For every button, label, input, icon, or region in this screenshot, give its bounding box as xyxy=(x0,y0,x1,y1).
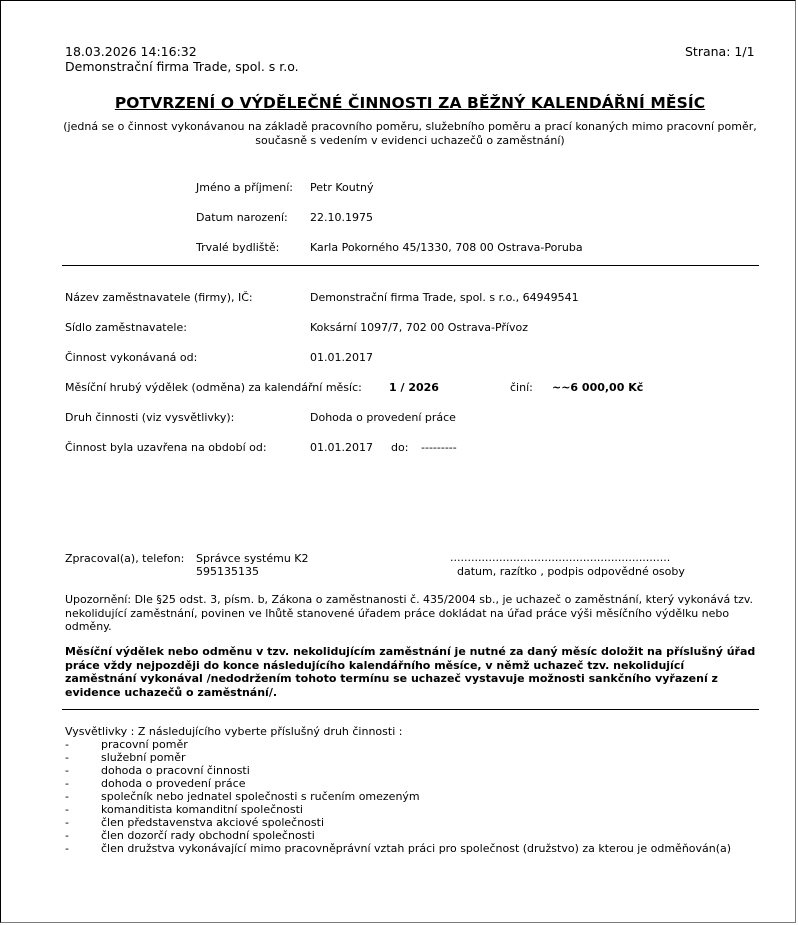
legend-item: - člen dozorčí rady obchodní společnosti xyxy=(65,829,315,842)
income-amount-label: činí: xyxy=(510,381,533,394)
income-amount: ~~6 000,00 Kč xyxy=(552,381,644,394)
document-subtitle: (jedná se o činnost vykonávanou na základě pracovního poměru, služebního poměru a prací konaných mimo pracovní poměr, současně s vedením v evidenci uchazečů o zaměstnání) xyxy=(63,120,757,147)
period-to: --------- xyxy=(421,441,457,454)
activity-from-value: 01.01.2017 xyxy=(310,351,373,364)
dob-label: Datum narození: xyxy=(196,211,288,224)
legend-item: - dohoda o provedení práce xyxy=(65,777,246,790)
processed-phone: 595135135 xyxy=(196,565,259,578)
employer-seat-value: Koksární 1097/7, 702 00 Ostrava-Přívoz xyxy=(310,321,528,334)
address-label: Trvalé bydliště: xyxy=(196,241,280,254)
page-number xyxy=(685,44,755,59)
employer-seat-label: Sídlo zaměstnavatele: xyxy=(65,321,187,334)
activity-from-label: Činnost vykonávaná od: xyxy=(65,351,198,364)
period-from: 01.01.2017 xyxy=(310,441,373,454)
legend-heading: Vysvětlivky : Z následujícího vyberte příslušný druh činnosti : xyxy=(65,725,403,738)
legend-item: - společník nebo jednatel společnosti s ručením omezeným xyxy=(65,790,420,803)
legend-item: - služební poměr xyxy=(65,751,186,764)
income-month: 1 / 2026 xyxy=(389,381,439,394)
print-datetime: 18.03.2026 14:16:32 xyxy=(65,44,197,59)
legend xyxy=(65,725,732,855)
employer-name-label: Název zaměstnavatele (firmy), IČ: xyxy=(65,291,253,304)
divider xyxy=(62,709,759,710)
warning-paragraph: Upozornění: Dle §25 odst. 3, písm. b, Zákona o zaměstnanosti č. 435/2004 sb., je uchazeč o zaměstnání, který vykonává tzv. nekolidující zaměstnání, povinen ve lhůtě stanovené úřadem práce dokládat na úřad práce výši měsíčního výdělku nebo odměny. xyxy=(65,593,753,633)
page-label: Strana: xyxy=(685,44,731,59)
legend-item: - pracovní poměr xyxy=(65,738,188,751)
name-label: Jméno a příjmení: xyxy=(196,181,293,194)
activity-type-label: Druh činnosti (viz vysvětlivky): xyxy=(65,411,235,424)
dob-value: 22.10.1975 xyxy=(310,211,373,224)
processed-label: Zpracoval(a), telefon: xyxy=(65,552,185,565)
legend-item: - člen představenstva akciové společnosti xyxy=(65,816,325,829)
processed-name: Správce systému K2 xyxy=(196,552,309,565)
income-label: Měsíční hrubý výdělek (odměna) za kalendářní měsíc: xyxy=(65,381,362,394)
period-label: Činnost byla uzavřena na období od: xyxy=(65,441,267,454)
address-value: Karla Pokorného 45/1330, 708 00 Ostrava-Poruba xyxy=(310,241,583,254)
activity-type-value: Dohoda o provedení práce xyxy=(310,411,456,424)
signature-line: ............................................................... xyxy=(450,551,671,564)
legend-item: - komanditista komanditní společnosti xyxy=(65,803,303,816)
period-to-label: do: xyxy=(391,441,409,454)
page-value: 1/1 xyxy=(734,44,755,59)
document-title: POTVRZENÍ O VÝDĚLEČNÉ ČINNOSTI ZA BĚŽNÝ KALENDÁŘNÍ MĚSÍC xyxy=(114,94,706,112)
divider xyxy=(62,265,759,266)
notice-paragraph: Měsíční výdělek nebo odměnu v tzv. nekolidujícím zaměstnání je nutné za daný měsíc doložit na příslušný úřad práce vždy nejpozději do konce následujícího kalendářního měsíce, v němž uchazeč tzv. nekolidující zaměstnání vykonával /nedodržením tohoto termínu se uchazeč vystavuje možnosti sankčního vyřazení z evidence uchazečů o zaměstnání/. xyxy=(65,645,756,699)
name-value: Petr Koutný xyxy=(310,181,374,194)
employer-name-value: Demonstrační firma Trade, spol. s r.o., 64949541 xyxy=(310,291,579,304)
legend-item: - dohoda o pracovní činnosti xyxy=(65,764,250,777)
legend-item: - člen družstva vykonávající mimo pracovněprávní vztah práci pro společnost (družstvo) za kterou je odměňován(a) xyxy=(65,842,732,855)
company-name: Demonstrační firma Trade, spol. s r.o. xyxy=(65,59,299,74)
signature-caption: datum, razítko , podpis odpovědné osoby xyxy=(457,565,685,578)
